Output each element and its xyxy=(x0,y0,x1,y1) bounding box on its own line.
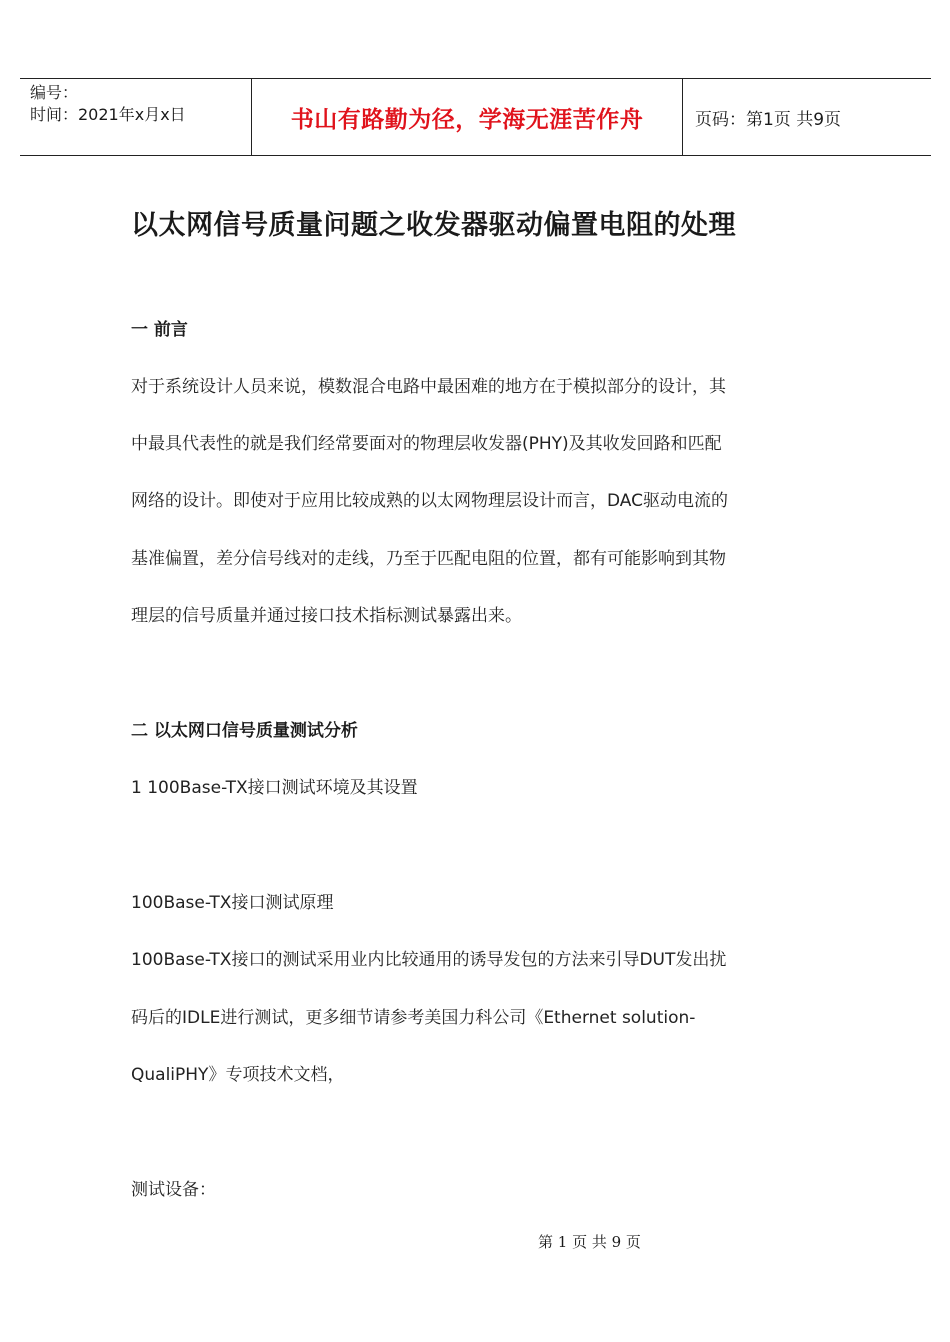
equipment-label: 测试设备： xyxy=(131,1180,216,1200)
section-heading-preface: 一 前言 xyxy=(131,320,188,340)
paragraph-line: 网络的设计。即使对于应用比较成熟的以太网物理层设计而言，DAC驱动电流的 xyxy=(131,491,728,511)
header-motto: 书山有路勤为径，学海无涯苦作舟 xyxy=(290,106,644,133)
paragraph-line: 100Base-TX接口的测试采用业内比较通用的诱导发包的方法来引导DUT发出扰 xyxy=(131,950,727,970)
document-header xyxy=(20,78,931,156)
document-title: 以太网信号质量问题之收发器驱动偏置电阻的处理 xyxy=(131,210,736,241)
paragraph-line: 中最具代表性的就是我们经常要面对的物理层收发器(PHY)及其收发回路和匹配 xyxy=(131,434,722,454)
header-motto-cell xyxy=(252,79,683,155)
paragraph-line: 对于系统设计人员来说，模数混合电路中最困难的地方在于模拟部分的设计，其 xyxy=(131,377,726,397)
header-meta-cell xyxy=(20,79,252,155)
paragraph-line: 基准偏置，差分信号线对的走线，乃至于匹配电阻的位置，都有可能影响到其物 xyxy=(131,549,726,569)
paragraph-line: 码后的IDLE进行测试，更多细节请参考美国力科公司《Ethernet solution- xyxy=(131,1008,696,1028)
paragraph-line: 理层的信号质量并通过接口技术指标测试暴露出来。 xyxy=(131,606,522,626)
subsection-heading: 100Base-TX接口测试原理 xyxy=(131,893,334,913)
document-time-label: 时间：2021年x月x日 xyxy=(30,105,186,124)
subsection-heading: 1 100Base-TX接口测试环境及其设置 xyxy=(131,778,418,798)
document-number-label: 编号： xyxy=(30,83,79,102)
header-page-info: 页码：第1页 共9页 xyxy=(695,109,842,130)
page-footer: 第 1 页 共 9 页 xyxy=(538,1233,641,1251)
header-page-cell xyxy=(683,79,931,155)
paragraph-line: QualiPHY》专项技术文档， xyxy=(131,1065,345,1085)
section-heading-analysis: 二 以太网口信号质量测试分析 xyxy=(131,721,358,741)
